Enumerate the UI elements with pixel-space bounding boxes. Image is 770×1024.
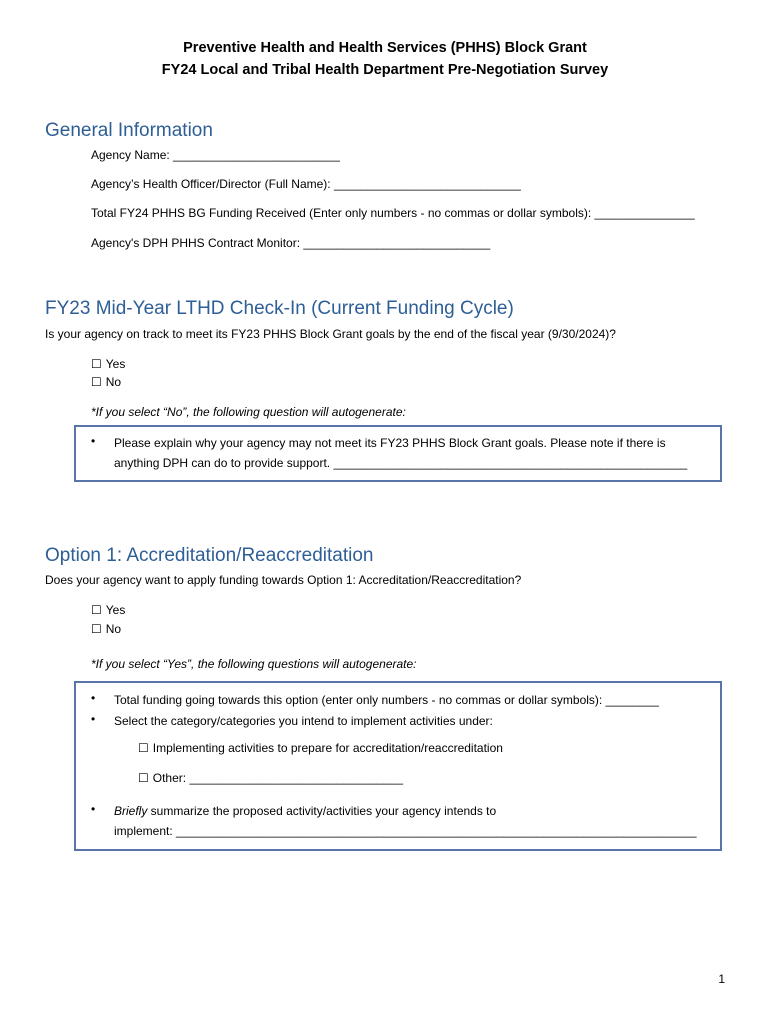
fy23-no-option[interactable] — [91, 375, 121, 389]
fy23-no-label: No — [105, 375, 122, 389]
fy23-followup-box — [74, 425, 722, 482]
fy23-question: Is your agency on track to meet its FY23 PHHS Block Grant goals by the end of the fiscal year (9/30/2024)? — [45, 327, 616, 341]
document-title-line-2: FY24 Local and Tribal Health Department Pre-Negotiation Survey — [161, 62, 609, 78]
option1-yes-option[interactable] — [91, 603, 125, 617]
fy23-autogenerate-note: *If you select “No”, the following question will autogenerate: — [91, 405, 406, 419]
checkbox-icon[interactable]: ☐ — [138, 771, 149, 785]
agency-name-field[interactable]: Agency Name: _________________________ — [91, 148, 340, 162]
fy23-checkin-heading: FY23 Mid-Year LTHD Check-In (Current Funding Cycle) — [45, 298, 514, 319]
funding-received-field[interactable]: Total FY24 PHHS BG Funding Received (Enter only numbers - no commas or dollar symbols): _______________ — [91, 206, 695, 220]
contract-monitor-field[interactable]: Agency's DPH PHHS Contract Monitor: ____________________________ — [91, 236, 491, 250]
option1-autogenerate-note: *If you select “Yes”, the following questions will autogenerate: — [91, 657, 417, 671]
option1-summary-line-2[interactable]: implement: ______________________________________________________________________________ — [114, 824, 697, 838]
document-title-line-1: Preventive Health and Health Services (PHHS) Block Grant — [183, 40, 587, 56]
option1-heading: Option 1: Accreditation/Reaccreditation — [45, 545, 374, 566]
checkbox-icon[interactable]: ☐ — [91, 603, 102, 617]
option1-followup-box — [74, 681, 722, 851]
option1-no-option[interactable] — [91, 622, 121, 636]
checkbox-icon[interactable]: ☐ — [138, 741, 149, 755]
option1-summary-emphasis: Briefly — [114, 804, 148, 818]
option1-yes-label: Yes — [105, 603, 126, 617]
fy23-explain-line-2[interactable]: anything DPH can do to provide support. _____________________________________________________ — [114, 456, 688, 470]
option1-summary-text: summarize the proposed activity/activities your agency intends to — [147, 804, 497, 818]
bullet-icon: • — [91, 802, 96, 816]
checkbox-icon[interactable]: ☐ — [91, 622, 102, 636]
health-officer-field[interactable]: Agency’s Health Officer/Director (Full Name): ____________________________ — [91, 177, 521, 191]
option1-no-label: No — [105, 622, 122, 636]
bullet-icon: • — [91, 712, 96, 726]
fy23-yes-option[interactable] — [91, 357, 125, 371]
general-information-heading: General Information — [45, 120, 213, 141]
category-other-option[interactable] — [138, 771, 403, 785]
bullet-icon: • — [91, 691, 96, 705]
checkbox-icon[interactable]: ☐ — [91, 357, 102, 371]
fy23-yes-label: Yes — [105, 357, 126, 371]
bullet-icon: • — [91, 434, 96, 448]
category-implementing-label: Implementing activities to prepare for accreditation/reaccreditation — [152, 741, 503, 755]
page-number: 1 — [718, 972, 725, 986]
category-other-field[interactable]: Other: ________________________________ — [152, 771, 404, 785]
option1-funding-field[interactable]: Total funding going towards this option (enter only numbers - no commas or dollar symbols): ________ — [114, 693, 659, 707]
option1-category-label: Select the category/categories you intend to implement activities under: — [114, 714, 493, 728]
option1-question: Does your agency want to apply funding towards Option 1: Accreditation/Reaccreditation? — [45, 573, 522, 587]
category-implementing-option[interactable] — [138, 741, 503, 755]
checkbox-icon[interactable]: ☐ — [91, 375, 102, 389]
option1-summary-line-1 — [114, 802, 496, 821]
fy23-explain-line-1: Please explain why your agency may not meet its FY23 PHHS Block Grant goals. Please note if there is — [114, 436, 666, 450]
